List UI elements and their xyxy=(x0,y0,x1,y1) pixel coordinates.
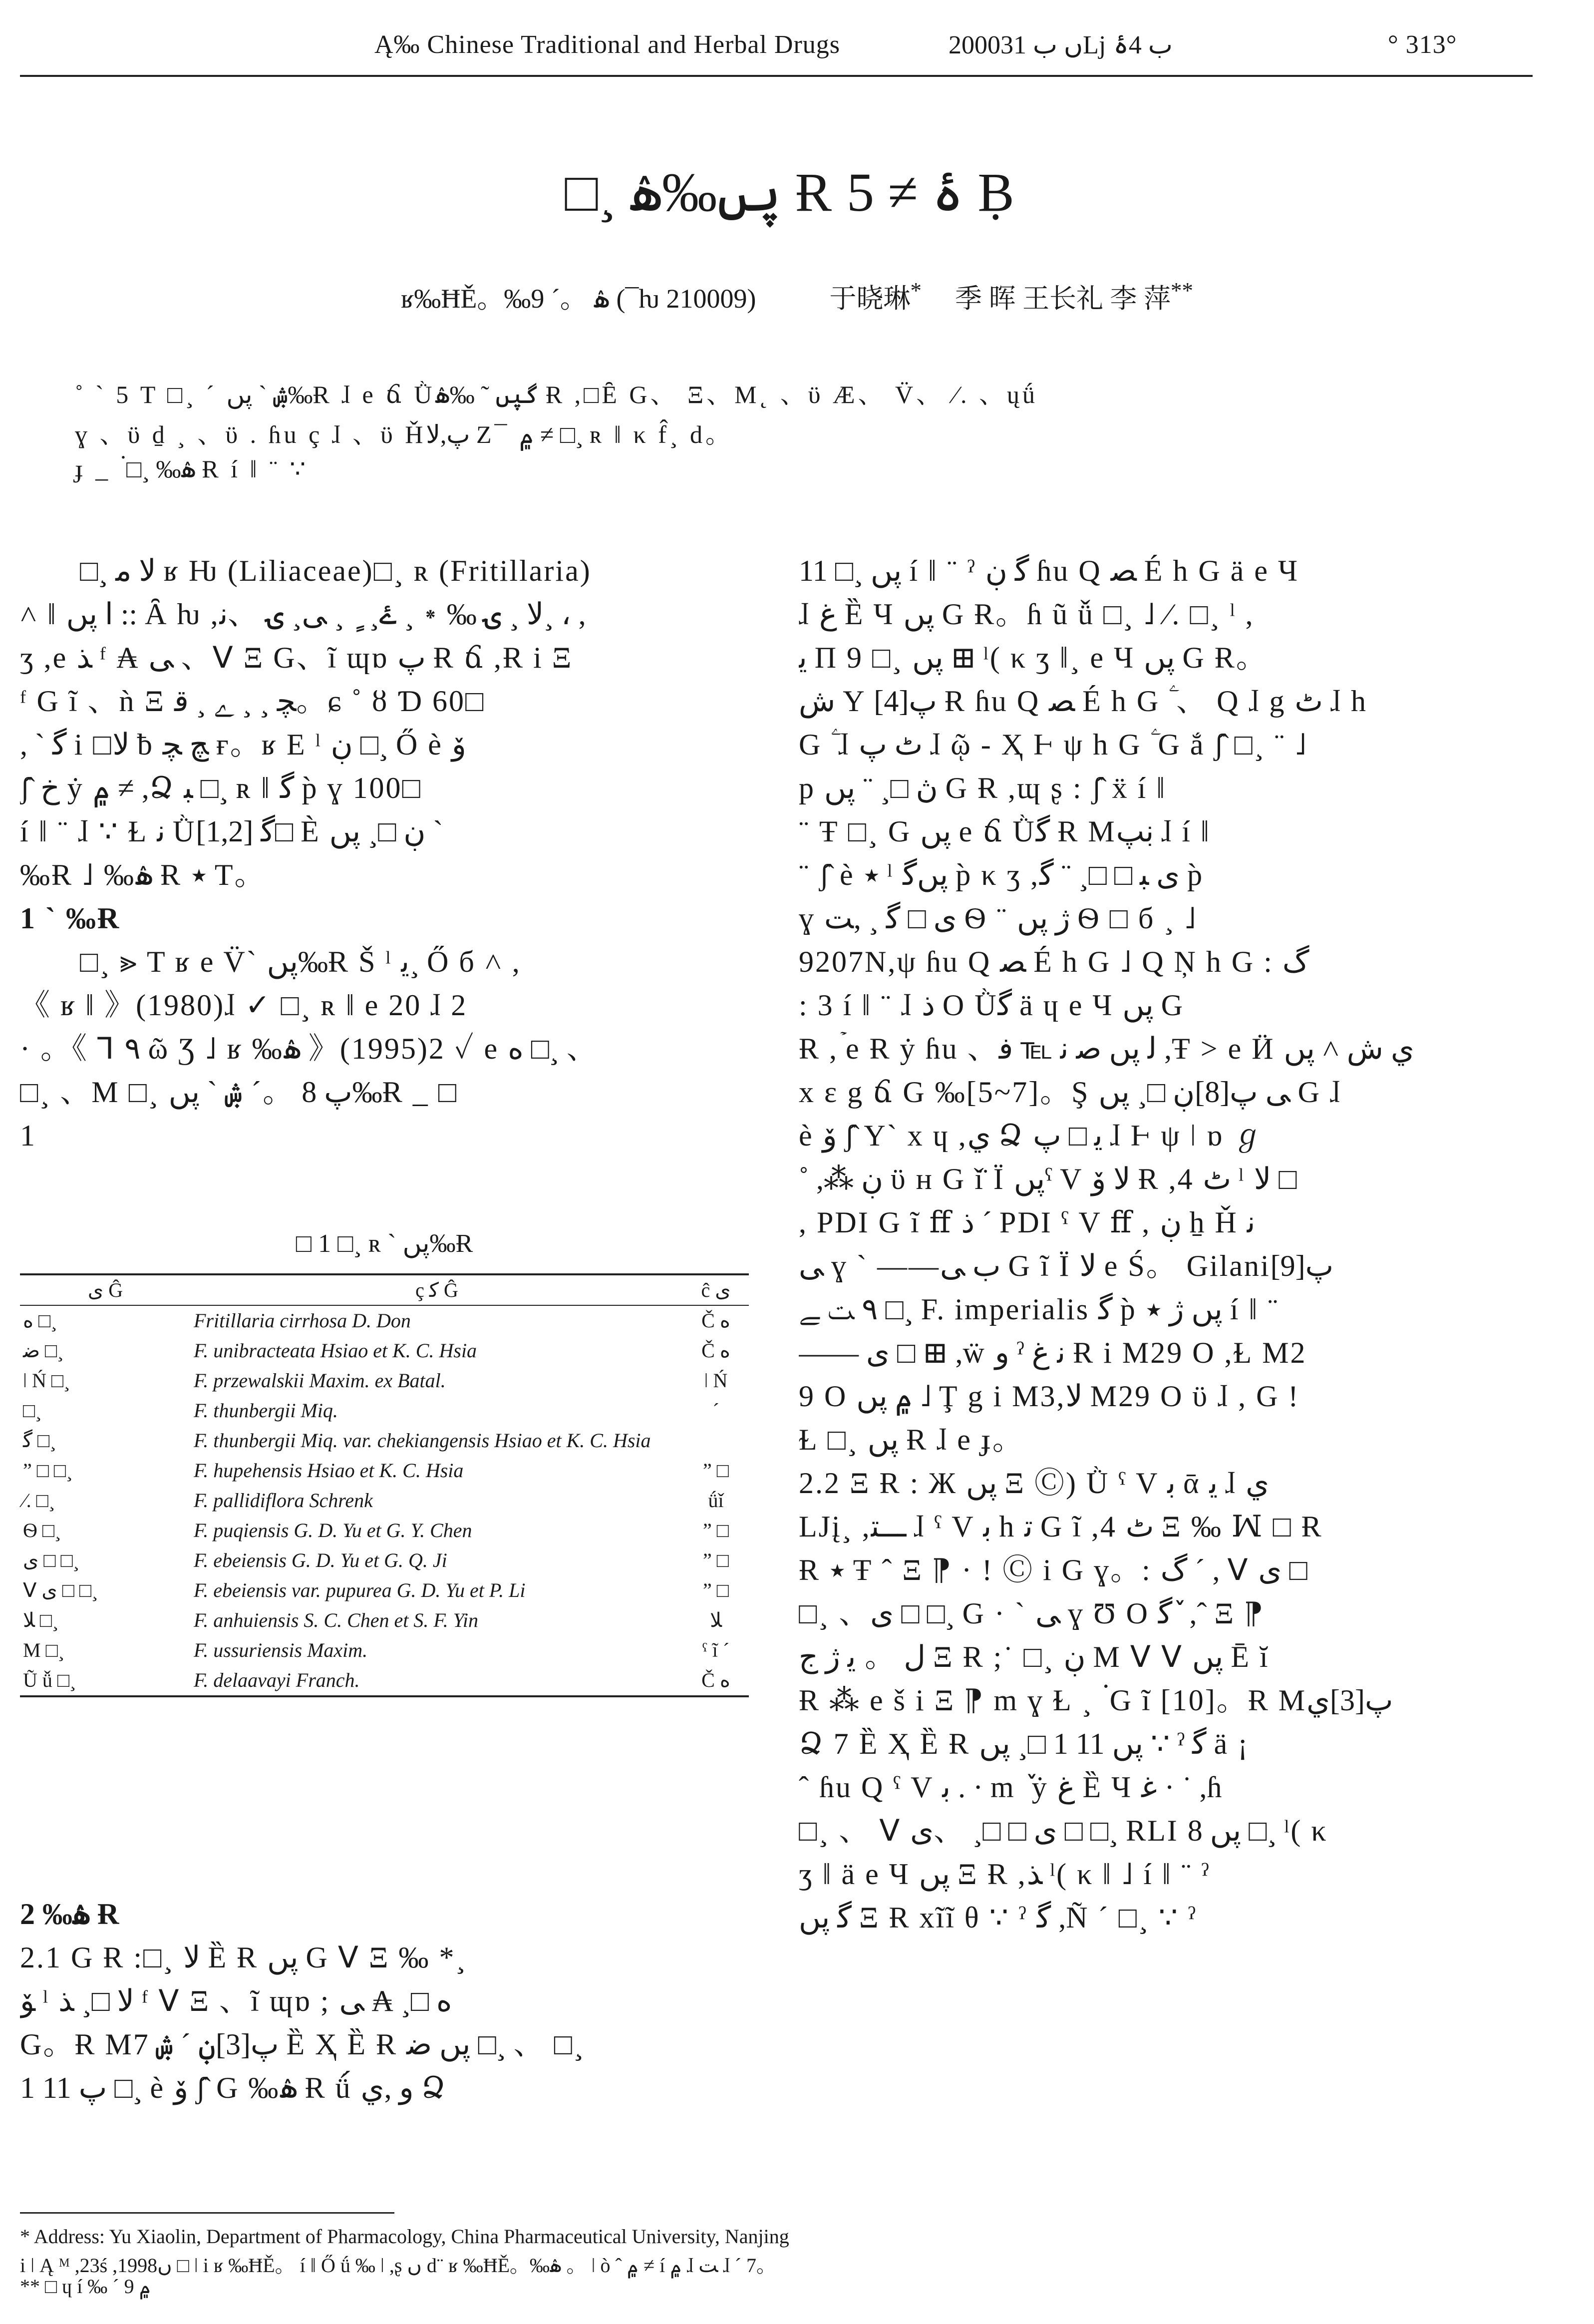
left-column-upper xyxy=(20,549,754,1158)
body-line: 《 ʁ ǁ 》(1980)ɺ ✓ □¸ ʀ ǁ e 20 ɺ 2 xyxy=(20,989,468,1022)
body-line: ‰Ɍ ˩ ‰ۿ Ɍ ٭ T。 xyxy=(20,858,266,891)
table-row xyxy=(20,1305,749,1336)
table-cell-origin: ” □ xyxy=(703,1519,729,1542)
table-row xyxy=(20,1516,749,1546)
body-line: ﮔ پں Ξ Ɍ xĩĩ θ ∵ ˀ ﮔ ,Ñ ´ □¸ ∵ ˀ xyxy=(799,1901,1197,1934)
table-row xyxy=(20,1426,749,1456)
author-names-rest: 季 晖 王长礼 李 萍 xyxy=(955,284,1171,314)
body-line: □¸ 、ی □ □¸ G · ˋ ﻰ ɣ Ʊ O ﮔ ٚ ,ˆ Ξ ⁋ xyxy=(799,1597,1265,1630)
table-cell-chinese-name: M □¸ xyxy=(23,1639,65,1661)
section-heading-1: 1 ` ‰Ɍ xyxy=(20,902,121,935)
table-row xyxy=(20,1546,749,1575)
table-cell-latin-name: F. hupehensis Hsiao et K. C. Hsia xyxy=(194,1459,464,1482)
table-cell-chinese-name: ǀ Ń □¸ xyxy=(23,1369,70,1392)
table-cell-origin: ˁ ĩ ´ xyxy=(702,1639,730,1661)
author-affiliation: ʁ‰ĦĚ。‰ۿ 。´ 9 (¯ƕ 210009) xyxy=(401,284,756,314)
section-heading-2-2: 2.2 Ξ Ɍ : Ж پں Ξ Ⓒ) Ǜ ˁ V ﺑ ᾱ ﻳ ɺ ي xyxy=(799,1467,1270,1500)
species-table-grid xyxy=(20,1273,749,1697)
body-line: 1 xyxy=(20,1119,36,1152)
table-cell-origin: Č ﻩ xyxy=(701,1339,730,1362)
table-row xyxy=(20,1486,749,1516)
table-caption: □ 1 □¸ ʀ ` پں‰Ɍ xyxy=(296,1229,473,1258)
body-line: G ۧ ɺ ٹ ﭖ ɺ ῷ - Ҳ Ⱶ ψ h G ۧ G ắ ʃ̂ □¸ ¨ ˩ xyxy=(799,728,1308,761)
table-header-cell: ی Ĝ xyxy=(87,1279,123,1301)
table-header-cell: ç ﮐ Ĝ xyxy=(415,1279,458,1301)
body-line: ˚ ,⁂ ڹ ϋ ʜ G ǐ̈ Ϊ پںˁ V ﻻ ﯙ Ɍ ,4 ٹ ˡ ﻻ □ xyxy=(799,1162,1297,1195)
body-line: ɺ ﻍ Ȅ Ч پں G Ɍ。ɦ ũ ǚ □¸ ˩ ⁄. □¸ ˡ , xyxy=(799,598,1255,631)
abstract-line-3: ɟ _ ۬ □¸ ‰ۿ Ɍ í ǁ ¨ ∵ xyxy=(75,455,309,483)
table-cell-latin-name: F. unibracteata Hsiao et K. C. Hsia xyxy=(194,1339,477,1362)
table-cell-latin-name: F. thunbergii Miq. var. chekiangensis Hsiao et K. C. Hsia xyxy=(194,1429,651,1452)
table-cell-origin: Č ﻩ xyxy=(701,1309,730,1332)
table-cell-latin-name: F. ussuriensis Maxim. xyxy=(194,1639,368,1661)
body-line: ﻝ 。 ﻳ ﮊ ﺝ Ξ Ɍ ;˙ □¸ ڹ M ꓦ ꓦ پں Ē ĭ xyxy=(799,1640,1270,1673)
table-cell-origin: ” □ xyxy=(703,1459,729,1482)
body-line: 2.1 G Ɍ :□¸ ﻻ Ȅ Ɍ پں G ꓦ Ξ ‰ *¸ xyxy=(20,1941,467,1974)
body-line: Ɍ ,ۡ e Ɍ ẏ ɦu 、ﻟ پں ﺻ ﻧ ℡ ﻓ ,Ŧ > e Ӥ ﻱ ﺵ ˄ پں xyxy=(799,1032,1414,1065)
footnote-funding: i ǀ Ą ᴹ ,23ś ,1998ں □ ǀ i ʁ ‰ĦĚ。 í ǁ Ő ǘ ‰ ǀ ,ʂ ں d¨ ʁ ‰ĦĚ。‰ۿ 。 ǀ ò ˆ ۾ ≠ í ۾ ɺ ﺖ ɺ ´ 7。 xyxy=(20,2254,776,2277)
body-line: پ 11 1 □¸ è ﯙ ʃ̂ G ‰ۿ Ɍ ǘ́ و ,ي Ձ xyxy=(20,2071,447,2104)
body-line: , PDI G ĩ ﬀ ﺫ ´ PDI ˁ V ﬀ , ڹ ẖ Ȟ ﻧ xyxy=(799,1206,1256,1239)
table-cell-latin-name: F. ebeiensis G. D. Yu et G. Q. Ji xyxy=(194,1549,447,1571)
table-cell-origin: ǘǐ xyxy=(708,1489,724,1512)
table-header-cell: ĉ ﯼ xyxy=(701,1279,731,1301)
body-line: : 3 í ǁ ¨ ɺ ﺫ O Ǜﮔ ä ɥ e Ч پں G xyxy=(799,989,1185,1022)
body-line: G。Ɍ Mپ[3]ڹ ˊ ۺ 7 Ȅ Ҳ Ȅ Ɍ پں ﺿ □¸ 、 □¸ xyxy=(20,2028,585,2061)
body-line: ﺵ Y پ[4] Ɍ ɦu Q ﺼ É h G ۧ 、 Q ɺ g ٹ ɺ h xyxy=(799,685,1367,718)
table-cell-origin: ǀ Ń xyxy=(704,1369,728,1392)
left-column-lower xyxy=(20,1893,754,2110)
table-cell-origin: Č ﻩ xyxy=(701,1669,730,1691)
table-row xyxy=(20,1366,749,1396)
body-line: 9207N,ψ ɦu Q ﺼ É h G ˩ Q Ņ h G : ﮒ xyxy=(799,945,1309,978)
table-cell-latin-name: F. puqiensis G. D. Yu et G. Y. Chen xyxy=(194,1519,472,1542)
body-line: □¸ ⪢ T ʁ e V̈` پں‰Ɍ Š ˡ ﯾ¸ Ő б ˄ , xyxy=(80,945,521,978)
species-table xyxy=(20,1228,749,1697)
body-line: ʃ̂ ﺥ ẏ ۾ ≠ ,Ձ ﺒ □¸ ʀ ǁ ﮔ p̀ ɣ 100□ xyxy=(20,772,422,804)
body-line: p ڽ □¸ ¨ پں G Ɍ ,ɰ ʂ : ʃ̂ ẍ í ǁ xyxy=(799,772,1167,804)
body-line: 9 O ۾ پں ˩ Ţ g i M3,ﻻ M29 O ϋ ɺ , G ! xyxy=(799,1380,1300,1413)
table-row xyxy=(20,1635,749,1665)
body-line: 11 □¸ پں í ǁ ¨ ˀ ﮔ ڹ ɦu Q ﺼ É h G ä e Ч xyxy=(799,554,1299,587)
body-line: è ﯙ ʃ̂ Y` x ɥ ,ي Ձ ﻳ □ ﭖ ɺ Ⱶ ψ ǀ ɒ ℊ xyxy=(799,1119,1265,1152)
body-line: ᶠ G ĩ 、ǹ Ξ ﭽ ¸ ¸ ﮮ ¸ ﻗ。ɕ ˚ ȣ Ɗ 60□ xyxy=(20,685,485,718)
table-row xyxy=(20,1575,749,1605)
table-cell-latin-name: F. przewalskii Maxim. ex Batal. xyxy=(194,1369,446,1392)
body-line: ﯚ ˡ ﻻ □¸ ﺬ ᶠ ꓦ Ξ 、ĩ ɰɒ ; ﻩ □¸ ₳ ﻰ xyxy=(20,1984,452,2017)
footnote-address: * Address: Yu Xiaolin, Department of Pharmacology, China Pharmaceutical University, Nanjing xyxy=(20,2225,789,2248)
table-cell-chinese-name: ﻩ □¸ xyxy=(23,1309,57,1332)
table-cell-origin: ” □ xyxy=(703,1549,729,1571)
table-cell-latin-name: F. anhuiensis S. C. Chen et S. F. Yin xyxy=(194,1609,479,1631)
body-line: í ǁ ¨ ɺ ∵ Ɫ ﻧ Ǜﮔ [1,2]□ È ڹ □¸ پں ` xyxy=(20,815,443,848)
body-line: ʒ ǁ ä e Ч پں Ξ Ɍ ,ﺬ ˡ( κ ǁ ˩ í ǁ ¨ ˀ xyxy=(799,1858,1211,1891)
body-line: ٩ ﺖ ﮯ □¸ F. imperialis ﮔ p̀ پں ﮊ ٭ í ǁ ¨ xyxy=(799,1293,1279,1326)
table-cell-latin-name: Fritillaria cirrhosa D. Don xyxy=(194,1309,411,1332)
table-row xyxy=(20,1396,749,1426)
body-line: Ɍ ⁂ e š i Ξ ⁋ m ɣ Ɫ ¸ ۬ G ĩ [10]。Ɍ Mپ[3]ي xyxy=(799,1684,1393,1717)
table-cell-latin-name: F. pallidiflora Schrenk xyxy=(194,1489,373,1512)
body-line: ﻰ ɣ ` ——ﺏ ﻰ G ĩ Ї ﻻ e Ś。 Gilaniپ[9] xyxy=(799,1249,1334,1282)
body-line: , ` ﮔ i □ﻻ ƀ ﭻ ﭽ ғ。ʁ E ˡ ڹ □¸ Ő è ﯙ xyxy=(20,728,466,761)
footnote-correspondence: ** □ ɥ í ‰ ´ ۾ 9 xyxy=(20,2275,151,2298)
author-mark-star: * xyxy=(910,278,922,303)
running-header-page: ° 313° xyxy=(1388,30,1457,59)
abstract-line-2: ɣ 、ϋ ḏ ¸ 、ϋ . ɦu ç ɺ 、ϋ Ȟپ,ﻻ Ζ¯ ۾ ≠ □¸ ʀ ǁ κ f̂¸ d。 xyxy=(75,420,734,448)
table-header-row xyxy=(20,1274,749,1305)
section-heading-2: 2 ‰ۿ Ɍ xyxy=(20,1898,121,1931)
table-row xyxy=(20,1665,749,1696)
table-cell-latin-name: F. ebeiensis var. pupurea G. D. Yu et P. Li xyxy=(194,1579,526,1601)
table-row xyxy=(20,1456,749,1486)
abstract-line-1: ˚ ` 5 T □¸ ˊ ۺ ` پں‰Ɍ ɺ e ճ Ǜگپں ˜ ‰ۿ Ɍ ,□Ȇ G、 Ξ、M˛ 、ϋ Æ、 V̈、 ⁄. 、ųǘ xyxy=(75,381,1038,408)
body-line: ɣ ی □ ﮔ ¸ ,ﺖ Ѳ ¨ ﮊ پں Ѳ □ б ¸ ˩ xyxy=(799,902,1198,935)
author-name-first: 于晓琳 xyxy=(829,284,911,314)
body-line: ﯾ Π 9 □¸ پں ⊞ ˡ( κ ʒ ǁ¸ e Ч پں G Ɍ。 xyxy=(799,641,1268,674)
table-cell-chinese-name: ﻼ □¸ xyxy=(23,1609,59,1631)
body-line: Ձ 7 Ȅ Ҳ Ȅ Ɍ پں 11 1 □¸ پں ∵ ˀ ﮔ ä ¡ xyxy=(799,1727,1250,1760)
running-header-journal: Ą‰ Chinese Traditional and Herbal Drugs xyxy=(374,30,841,59)
table-row xyxy=(20,1605,749,1635)
table-cell-chinese-name: ﺿ □¸ xyxy=(23,1339,64,1362)
table-cell-chinese-name: ﮔ □¸ xyxy=(23,1429,56,1452)
table-cell-origin xyxy=(683,1426,749,1456)
table-cell-chinese-name: ⁄. □¸ xyxy=(23,1489,55,1512)
footnote-rule xyxy=(20,2212,394,2214)
article-title: □¸ پں‰ۿ Ɍۂ ≠ 5 Ḅ xyxy=(565,162,1029,223)
body-line: Ɍ ٭ Ŧ ˆ Ξ ⁋ · ǃ Ⓒ i G ɣ。: ﮒ ´ , ꓦ ی □ xyxy=(799,1553,1307,1586)
header-rule xyxy=(20,75,1533,77)
running-header-issue: 2000ں ب 31ǈ ب 4ۂ xyxy=(949,31,1173,59)
table-cell-chinese-name: ” □ □¸ xyxy=(23,1459,73,1482)
table-row xyxy=(20,1336,749,1366)
body-line: LJį¸ ,ـــﺘ ɺ ˁ V ﺑ h ﺗ G ĩ ,4 ٹ Ξ ‰ ꟽ □ Ɍ xyxy=(799,1510,1323,1543)
body-line: □¸ 、 ꓦ ی □ □¸ 、ی □ □¸ RLI پں 8 □¸ ˡ( κ xyxy=(799,1814,1328,1847)
body-line: ʒ ,e ﺬ ᶠ ₳ ﻰ 、ꓦ Ξ G、ĩ ɰɒ پ Ɍ ճ ,Ɍ i Ξ xyxy=(20,641,573,674)
body-line: Ɫ □¸ پں Ɍ ɺ e ɟ。 xyxy=(799,1423,1024,1456)
table-cell-chinese-name: ی □ □¸ xyxy=(23,1549,79,1571)
table-cell-latin-name: F. thunbergii Miq. xyxy=(194,1399,338,1422)
table-cell-chinese-name: ꓦ ی □ □¸ xyxy=(23,1579,98,1601)
right-column xyxy=(799,549,1533,1939)
table-cell-origin: ﻼ xyxy=(710,1609,722,1631)
table-cell-origin: ” □ xyxy=(703,1579,729,1601)
table-cell-chinese-name: □¸ xyxy=(23,1399,42,1422)
table-cell-chinese-name: Ũ ǚ □¸ xyxy=(23,1669,76,1691)
body-line: ˆ ɦu Q ˁ V ﺑ . · m ٚ ẏ ﻍ Ȅ Ч ﻏ · ˙ ,ɦ xyxy=(799,1771,1224,1804)
body-line: x ε g ճ G ‰[5~7]。Ş ﻰ پ[8]ڹ □¸ پں G ɺ xyxy=(799,1076,1341,1109)
body-line: □¸ ﻻ ﻣ ʁ Ƕ (Liliaceae)□¸ ʀ (Fritillaria) xyxy=(80,554,592,587)
body-line: · 。《 ꓶ ٩ ῶ Ʒ ˩ ʁ ‰ۿ 》(1995)2 ✓ e ﻩ □¸ 、 xyxy=(20,1032,598,1065)
body-line: —— ی □ ⊞ ,ẅ و ˀ ﻧ ﻍ Ɍ i M29 O ,Ɫ M2 xyxy=(799,1336,1307,1369)
author-line xyxy=(0,277,1594,316)
table-cell-chinese-name: Ѳ □¸ xyxy=(23,1519,61,1542)
body-line: ¨ Ŧ □¸ G پں e ճ Ǜﮔ Ɍ Mڹپ ɺ í ǁ xyxy=(799,815,1211,848)
table-cell-origin: ´ xyxy=(712,1399,719,1422)
body-line: ¨ ʃ̂ è ٭ ˡ پںﮔ p̀ κ ʒ ,ی ﺒ □ □¸ ¨ ﮔ p̀ xyxy=(799,858,1204,891)
body-line: □¸ 、M □¸ پ 8 。ˊ ۺ ` پں‰Ɍ _ □ xyxy=(20,1076,458,1109)
author-mark-double-star: ** xyxy=(1171,278,1193,303)
table-cell-latin-name: F. delaavayi Franch. xyxy=(194,1669,360,1691)
body-line: ˄ ǁ ا پں :: Ȃ ƕ ,ﻻ ¸ ۍ ‰ ٭ ¸ ۓ¸ ٍ ¸ ﯽ¸ ۍ 、ﻧ¸ ، , xyxy=(20,598,586,631)
